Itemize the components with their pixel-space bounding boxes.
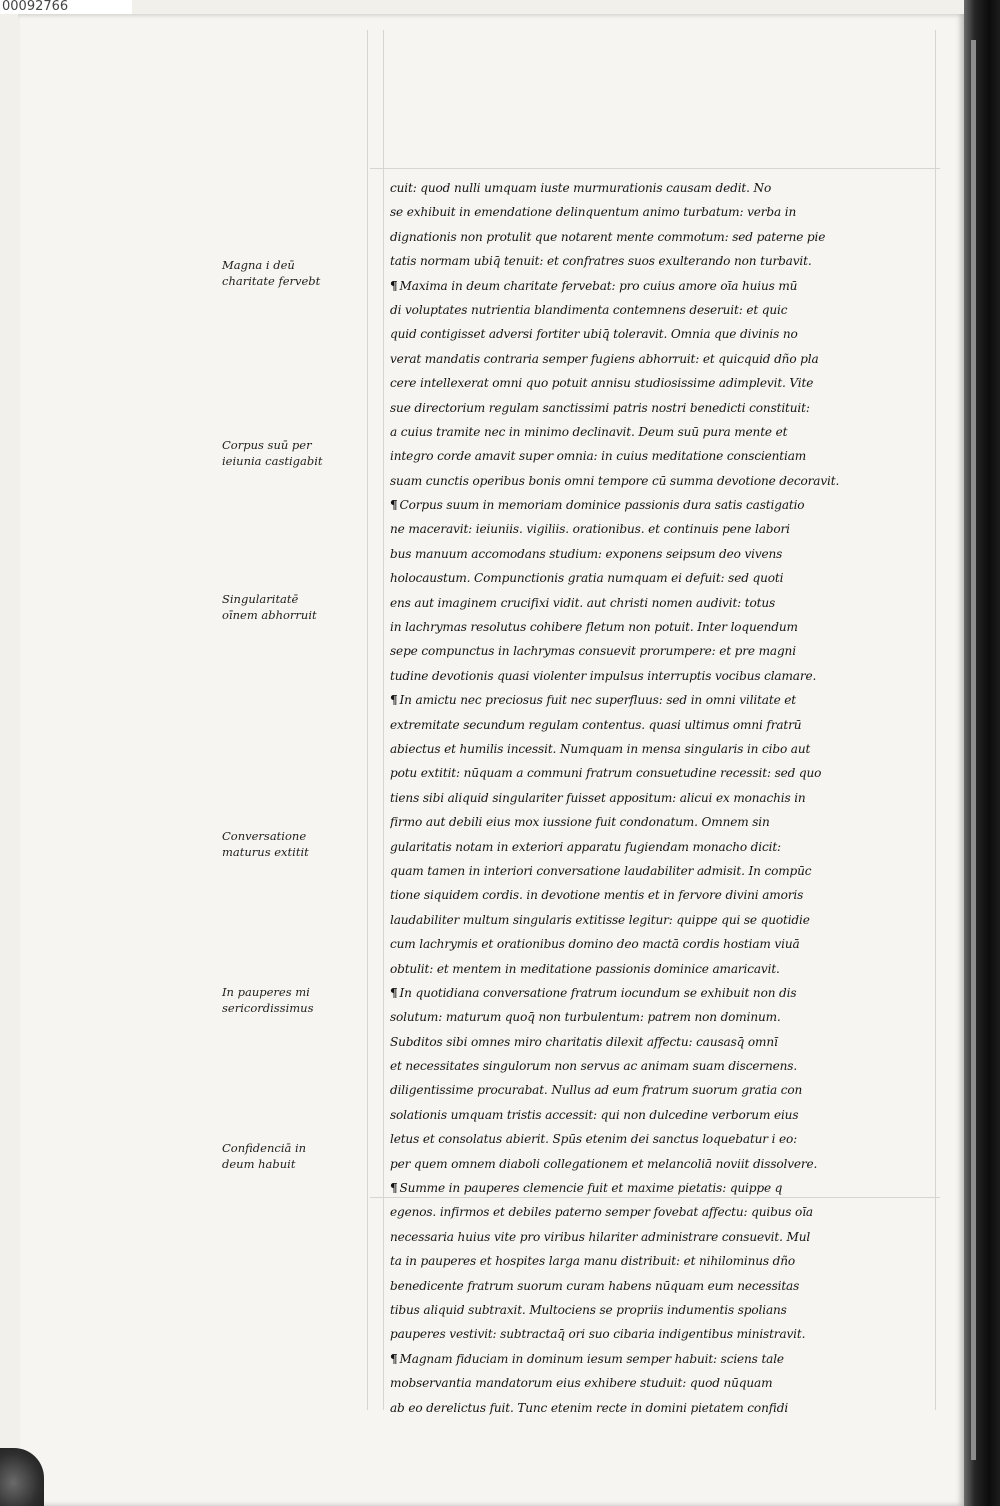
manuscript-line xyxy=(390,957,940,981)
manuscript-line xyxy=(390,761,940,785)
manuscript-line xyxy=(390,1347,940,1371)
manuscript-line-text: Corpus suum in memoriam dominice passionis dura satis castigatio xyxy=(399,498,805,513)
pilcrow-mark: ¶ xyxy=(390,985,398,1000)
manuscript-line-text: obtulit: et mentem in meditatione passionis dominice amaricavit. xyxy=(390,961,780,976)
marginal-note-line: maturus extitit xyxy=(222,845,309,859)
manuscript-line-text: per quem omnem diaboli collegationem et melancoliā noviit dissolvere. xyxy=(390,1156,818,1171)
manuscript-line-text: ens aut imaginem crucifixi vidit. aut christi nomen audivit: totus xyxy=(390,595,776,610)
manuscript-line-text: benedicente fratrum suorum curam habens nūquam eum necessitas xyxy=(390,1278,800,1293)
marginal-note-line: Magna i deū xyxy=(222,258,295,272)
manuscript-line-text: firmo aut debili eius mox iussione fuit condonatum. Omnem sin xyxy=(390,815,770,830)
manuscript-line xyxy=(390,883,940,907)
marginal-note-line: Singularitatē xyxy=(222,592,299,606)
manuscript-line xyxy=(390,737,940,761)
manuscript-line-text: laudabiliter multum singularis extitisse legitur: quippe qui se quotidie xyxy=(390,912,810,927)
manuscript-line-text: In amictu nec preciosus fuit nec superfluus: sed in omni vilitate et xyxy=(399,693,796,708)
marginal-note-line: ieiunia castigabit xyxy=(222,454,323,468)
manuscript-line xyxy=(390,420,940,444)
pilcrow-mark: ¶ xyxy=(390,498,398,513)
marginal-note-line: Confidenciā in xyxy=(222,1141,307,1155)
ruling-line xyxy=(370,168,940,169)
manuscript-line xyxy=(390,1298,940,1322)
manuscript-line xyxy=(390,322,940,346)
manuscript-line xyxy=(390,859,940,883)
manuscript-line-text: abiectus et humilis incessit. Numquam in mensa singularis in cibo aut xyxy=(390,741,811,756)
marginal-note xyxy=(222,591,317,623)
manuscript-line-text: egenos. infirmos et debiles paterno semper fovebat affectu: quibus oīa xyxy=(390,1205,813,1220)
main-text-block xyxy=(390,176,940,1420)
marginal-note xyxy=(222,984,313,1016)
book-gutter xyxy=(964,0,1000,1506)
manuscript-line-text: ne maceravit: ieiuniis. vigiliis. orationibus. et continuis pene labori xyxy=(390,522,790,537)
folio-id-label: 00092766 xyxy=(0,0,132,14)
manuscript-line-text: tibus aliquid subtraxit. Multociens se propriis indumentis spolians xyxy=(390,1302,787,1317)
manuscript-line-text: dignationis non protulit que notarent mente commotum: sed paterne pie xyxy=(390,229,826,244)
pilcrow-mark: ¶ xyxy=(390,1351,398,1366)
marginal-note xyxy=(222,437,323,469)
manuscript-line xyxy=(390,444,940,468)
manuscript-line xyxy=(390,1274,940,1298)
manuscript-line-text: ab eo derelictus fuit. Tunc etenim recte in domini pietatem confidi xyxy=(390,1400,789,1415)
manuscript-line xyxy=(390,688,940,712)
manuscript-line xyxy=(390,615,940,639)
manuscript-line-text: Summe in pauperes clemencie fuit et maxime pietatis: quippe q xyxy=(399,1181,783,1196)
manuscript-line-text: holocaustum. Compunctionis gratia numquam ei defuit: sed quoti xyxy=(390,571,784,586)
manuscript-line xyxy=(390,176,940,200)
pilcrow-mark: ¶ xyxy=(390,1181,398,1196)
manuscript-line xyxy=(390,542,940,566)
manuscript-line-text: tione siquidem cordis. in devotione mentis et in fervore divini amoris xyxy=(390,888,804,903)
marginal-note-line: charitate fervebt xyxy=(222,274,321,288)
manuscript-line-text: solutum: maturum quoq̄ non turbulentum: patrem non dominum. xyxy=(390,1010,781,1025)
manuscript-line-text: verat mandatis contraria semper fugiens abhorruit: et quicquid dño pla xyxy=(390,351,819,366)
manuscript-line xyxy=(390,1103,940,1127)
manuscript-line-text: gularitatis notam in exteriori apparatu fugiendam monacho dicit: xyxy=(390,839,781,854)
manuscript-line-text: tiens sibi aliquid singulariter fuisset appositum: alicui ex monachis in xyxy=(390,790,806,805)
manuscript-line xyxy=(390,810,940,834)
manuscript-line-text: cum lachrymis et orationibus domino deo mactā cordis hostiam viuā xyxy=(390,937,800,952)
manuscript-line-text: in lachrymas resolutus cohibere fletum non potuit. Inter loquendum xyxy=(390,620,798,635)
manuscript-line-text: a cuius tramite nec in minimo declinavit. Deum suū pura mente et xyxy=(390,424,788,439)
manuscript-line xyxy=(390,1005,940,1029)
marginal-note xyxy=(222,1140,306,1172)
manuscript-line xyxy=(390,200,940,224)
manuscript-line xyxy=(390,591,940,615)
manuscript-line-text: In quotidiana conversatione fratrum iocundum se exhibuit non dis xyxy=(399,985,797,1000)
manuscript-line-text: pauperes vestivit: subtractaq̄ ori suo cibaria indigentibus ministravit. xyxy=(390,1327,806,1342)
pilcrow-mark: ¶ xyxy=(390,278,398,293)
manuscript-line xyxy=(390,1396,940,1420)
manuscript-line xyxy=(390,1030,940,1054)
manuscript-line-text: quid contigisset adversi fortiter ubiq̄ toleravit. Omnia que divinis no xyxy=(390,327,798,342)
manuscript-line xyxy=(390,908,940,932)
manuscript-line-text: letus et consolatus abierit. Spūs etenim dei sanctus loquebatur i eo: xyxy=(390,1132,798,1147)
marginal-note-line: In pauperes mi xyxy=(222,985,310,999)
manuscript-line xyxy=(390,1054,940,1078)
manuscript-line xyxy=(390,493,940,517)
manuscript-line-text: extremitate secundum regulam contentus. quasi ultimus omni fratrū xyxy=(390,717,802,732)
marginal-note-line: Conversatione xyxy=(222,829,307,843)
manuscript-line xyxy=(390,1127,940,1151)
manuscript-line xyxy=(390,981,940,1005)
manuscript-line xyxy=(390,298,940,322)
marginal-note-line: oīnem abhorruit xyxy=(222,608,317,622)
ruling-line xyxy=(383,30,384,1410)
pilcrow-mark: ¶ xyxy=(390,693,398,708)
manuscript-line xyxy=(390,932,940,956)
manuscript-line xyxy=(390,1176,940,1200)
manuscript-line-text: Subditos sibi omnes miro charitatis dilexit affectu: causasq̄ omnī xyxy=(390,1034,778,1049)
manuscript-line xyxy=(390,1371,940,1395)
marginal-note-line: Corpus suū per xyxy=(222,438,312,452)
manuscript-line xyxy=(390,1200,940,1224)
manuscript-line-text: se exhibuit in emendatione delinquentum animo turbatum: verba in xyxy=(390,205,797,220)
manuscript-line xyxy=(390,1225,940,1249)
manuscript-line xyxy=(390,1322,940,1346)
gutter-edge-strip xyxy=(971,40,976,1460)
manuscript-line-text: quam tamen in interiori conversatione laudabiliter admisit. In compūc xyxy=(390,863,812,878)
manuscript-line xyxy=(390,469,940,493)
manuscript-line xyxy=(390,713,940,737)
manuscript-line xyxy=(390,835,940,859)
manuscript-line xyxy=(390,664,940,688)
marginal-note xyxy=(222,257,320,289)
manuscript-line xyxy=(390,347,940,371)
manuscript-line xyxy=(390,639,940,663)
manuscript-line-text: mobservantia mandatorum eius exhibere studuit: quod nūquam xyxy=(390,1376,773,1391)
manuscript-line xyxy=(390,1249,940,1273)
manuscript-line-text: bus manuum accomodans studium: exponens seipsum deo vivens xyxy=(390,546,783,561)
manuscript-line-text: necessaria huius vite pro viribus hilariter administrare consuevit. Mul xyxy=(390,1229,811,1244)
manuscript-line xyxy=(390,274,940,298)
manuscript-line xyxy=(390,1078,940,1102)
marginal-note xyxy=(222,828,309,860)
manuscript-line-text: integro corde amavit super omnia: in cuius meditatione conscientiam xyxy=(390,449,807,464)
manuscript-line-text: di voluptates nutrientia blandimenta contemnens deseruit: et quic xyxy=(390,302,788,317)
manuscript-line-text: sue directorium regulam sanctissimi patris nostri benedicti constituit: xyxy=(390,400,810,415)
manuscript-line xyxy=(390,1152,940,1176)
manuscript-line-text: tudine devotionis quasi violenter impulsus interruptis vocibus clamare. xyxy=(390,668,817,683)
manuscript-line xyxy=(390,396,940,420)
manuscript-line-text: ta in pauperes et hospites larga manu distribuit: et nihilominus dño xyxy=(390,1254,796,1269)
manuscript-line-text: Magnam fiduciam in dominum iesum semper habuit: sciens tale xyxy=(399,1351,784,1366)
manuscript-line-text: potu extitit: nūquam a communi fratrum consuetudine recessit: sed quo xyxy=(390,766,822,781)
manuscript-line-text: cere intellexerat omni quo potuit annisu studiosissime adimplevit. Vite xyxy=(390,376,814,391)
manuscript-line-text: sepe compunctus in lachrymas consuevit prorumpere: et pre magni xyxy=(390,644,796,659)
marginal-note-line: deum habuit xyxy=(222,1157,296,1171)
manuscript-line xyxy=(390,566,940,590)
manuscript-line-text: tatis normam ubiq̄ tenuit: et confratres suos exulterando non turbavit. xyxy=(390,254,812,269)
ruling-line xyxy=(367,30,368,1410)
manuscript-line-text: solationis umquam tristis accessit: qui non dulcedine verborum eius xyxy=(390,1107,799,1122)
manuscript-line-text: Maxima in deum charitate fervebat: pro cuius amore oīa huius mū xyxy=(399,278,798,293)
manuscript-line-text: cuit: quod nulli umquam iuste murmurationis causam dedit. No xyxy=(390,181,772,195)
marginal-note-line: sericordissimus xyxy=(222,1001,314,1015)
manuscript-line-text: suam cunctis operibus bonis omni tempore cū summa devotione decoravit. xyxy=(390,473,840,488)
manuscript-line-text: diligentissime procurabat. Nullus ad eum fratrum suorum gratia con xyxy=(390,1083,803,1098)
manuscript-line xyxy=(390,225,940,249)
manuscript-line xyxy=(390,371,940,395)
manuscript-line xyxy=(390,249,940,273)
manuscript-line xyxy=(390,517,940,541)
manuscript-line xyxy=(390,786,940,810)
manuscript-line-text: et necessitates singulorum non servus ac animam suam discernens. xyxy=(390,1059,798,1074)
